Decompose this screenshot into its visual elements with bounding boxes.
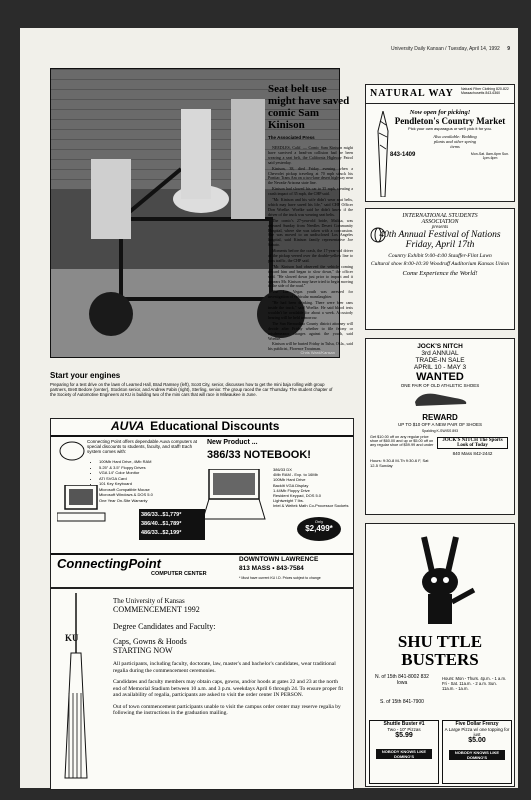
story-paragraph: Moments before the crash, the 17-year-old driver of the pickup veered over the double-yellow line to pass traffic, the CHP said. bbox=[268, 248, 353, 263]
jock-brands: Spalding K-SWISS 893 bbox=[421, 429, 459, 433]
jocks-nitch-ad bbox=[365, 338, 515, 515]
pendleton-hours: Mon-Sat. 8am-6pm Sun. 1pm-6pm bbox=[470, 152, 510, 160]
jock-title: JOCK'S NITCH bbox=[417, 343, 463, 350]
auva-logo: AUVA bbox=[111, 419, 145, 433]
pendleton-sub: Pick your own asparagus or we'll pick it for you. bbox=[408, 126, 492, 131]
jock-logo: JOCK'S NITCH The Sports Look of Today bbox=[437, 437, 508, 449]
story-paragraph: The Las Vegas youth was arrested for investigation of vehicular manslaughter. bbox=[268, 289, 353, 300]
jock-wanted: WANTED bbox=[416, 371, 464, 383]
edu-feature: • VGA 14" Color Monitor bbox=[99, 470, 209, 476]
connecting-point-address: 813 MASS • 843-7584 bbox=[239, 565, 304, 572]
jock-old-shoes: ONE PAIR OF OLD ATHLETIC SHOES bbox=[400, 383, 480, 388]
price-486-33: 486/33...$2,199* bbox=[141, 530, 182, 536]
coupon-1-price: $5.99 bbox=[395, 732, 413, 739]
notebook-feature: 4Mb RAM - Exp. to 16Mb bbox=[273, 472, 318, 478]
story-paragraph: Kinison, 38, died Friday evening when a Chevrolet pickup traveling at 70 mph struck his Pontiac Trans Am on a two-lane desert highway near the Nevada-Arizona state line. bbox=[268, 165, 353, 186]
edu-feature: • 5.25" & 3.5" Floppy Drives bbox=[99, 465, 209, 471]
edu-feature: • ATI SVGA Card bbox=[99, 476, 209, 482]
isa-presents: presents bbox=[431, 225, 449, 230]
price-386-40: 386/40...$1,789* bbox=[141, 521, 182, 527]
story-paragraph: "He had been drinking. There were beer cans inside the truck," said Woelke. He said blood tests wouldn't be available for about a week. A custody hearing will be held tomorrow. bbox=[268, 300, 353, 320]
grad-university: The University of Kansas bbox=[113, 597, 185, 605]
notebook-feature: Backlit VGA Display bbox=[273, 482, 309, 488]
pendleton-name: Pendleton's Country Market bbox=[394, 116, 506, 126]
notebook-computer-icon bbox=[203, 469, 269, 523]
pendleton-phone: 843-1409 bbox=[390, 152, 416, 158]
jock-reward: REWARD bbox=[422, 413, 458, 422]
coupon-shuttle-buster[interactable] bbox=[369, 720, 439, 784]
shuttle-busters-ad bbox=[365, 523, 515, 787]
globe-icon bbox=[370, 227, 386, 243]
edu-feature-list bbox=[93, 459, 209, 503]
athletic-shoe-icon bbox=[410, 388, 470, 408]
mouse-icon bbox=[57, 439, 87, 461]
desktop-price-list bbox=[139, 509, 205, 540]
svg-text:KU: KU bbox=[65, 633, 79, 643]
story-paragraph: The San Bernardino County district attorney will decide after Friday whether to file felony or misdemeanor charges against the youth, said Woelke. bbox=[268, 320, 353, 341]
coupon-2-price: $5.00 bbox=[468, 737, 486, 744]
notebook-title: 386/33 NOTEBOOK! bbox=[207, 449, 311, 461]
isa-org-name: INTERNATIONAL STUDENTS ASSOCIATION bbox=[402, 213, 478, 225]
pendleton-also: Also available: Bedding plants and other spring items bbox=[433, 134, 477, 149]
noid-mascot-icon bbox=[404, 532, 484, 637]
notebook-feature: Resident Keypad, DOS 5.0 bbox=[273, 493, 322, 499]
pendleton-open-text: Now open for picking! bbox=[409, 109, 471, 116]
edu-intro: Connecting Point offers dependable Auva computers at special discounts to students, faculty, and staff! Each system comes with: bbox=[87, 439, 197, 454]
grad-paragraph-1: All participants, including faculty, doctorate, law, master's and bachelor's candidates, wear traditional regalia during the commencement ceremonies. bbox=[113, 661, 336, 674]
jock-sale: TRADE-IN SALE bbox=[415, 357, 465, 364]
edu-feature: • 101 Key Keyboard bbox=[99, 481, 209, 487]
grad-caps-gowns: Caps, Gowns & Hoods bbox=[113, 637, 187, 646]
story-paragraph: "Mr. Kinison and his wife didn't wear seat belts, which may have saved his life," said CHP Officer Don Woelke. Woelke said he didn't know if the driver of the truck was wearing seat belts. bbox=[268, 197, 353, 217]
busters-title: BUSTERS bbox=[401, 650, 479, 669]
edu-feature: • Microsoft Windows & DOS 5.0 bbox=[99, 492, 209, 498]
natural-way-brand: NATURAL WAY bbox=[370, 88, 454, 99]
festival-show: Cultural show 8:00-10:30 Woodruff Auditorium Kansas Union bbox=[370, 261, 510, 267]
notebook-price: $2,499* bbox=[305, 524, 333, 533]
festival-title: 40th Annual Festival of Nations Friday, April 17th bbox=[379, 230, 501, 250]
photo-caption-title: Start your engines bbox=[50, 371, 121, 380]
edu-header bbox=[111, 419, 351, 433]
story-paragraph: NEEDLES, Calif. — Comic Sam Kinison might have survived a head-on collision had he been wearing a seat belt, the California Highway Patrol said yesterday. bbox=[268, 145, 353, 165]
tassel-icon bbox=[61, 593, 91, 783]
computer-center-label: COMPUTER CENTER bbox=[151, 571, 207, 577]
dominos-logo: NOBODY KNOWS LIKE DOMINO'S bbox=[449, 750, 505, 760]
coupon-five-dollar-frenzy[interactable] bbox=[442, 720, 512, 784]
story-byline: The Associated Press bbox=[268, 135, 315, 140]
dominos-logo: NOBODY KNOWS LIKE DOMINO'S bbox=[376, 749, 432, 759]
festival-of-nations-ad bbox=[365, 208, 515, 330]
shuttle-hours: Hours: Mon - Thurs. 4p.m. - 1 a.m. Fri - Sat. 11a.m. - 2 a.m. Sun. 11a.m. - 1a.m. bbox=[442, 676, 507, 691]
educational-discounts-ad bbox=[50, 418, 354, 588]
natural-way-address: Natural Fiber Clothing 820-822 Massachusetts 843-6360 bbox=[461, 87, 509, 95]
festival-exhibit: Country Exhibit 9:00-4:00 Stauffer-Flint Lawn bbox=[388, 253, 492, 259]
page-header bbox=[350, 46, 510, 52]
story-paragraph: Kinison had slowed his car to 35 mph, creating a crash impact of 35 mph, the CHP said. bbox=[268, 186, 353, 197]
grad-commencement: COMMENCEMENT 1992 bbox=[113, 605, 200, 614]
coupon-2-subtitle: A Large Pizza w/ one topping for just bbox=[444, 727, 510, 737]
story-paragraph: Kinison will be buried Friday in Tulsa, Okla., said his publicist, Florence Troutman. bbox=[268, 341, 353, 352]
downtown-label: DOWNTOWN LAWRENCE bbox=[239, 556, 319, 563]
coupon-1-subtitle: Two - 10" Pizzas bbox=[387, 727, 421, 732]
jock-offer: UP TO $10 OFF A NEW PAIR OF SHOES bbox=[398, 422, 482, 427]
natural-way-ad bbox=[365, 84, 515, 202]
festival-tagline: Come Experience the World! bbox=[402, 270, 478, 277]
edu-title: Educational Discounts bbox=[150, 419, 280, 433]
shuttle-title: SHU TTLE bbox=[397, 632, 483, 651]
edu-feature: • One Year On-Site Warranty bbox=[99, 498, 209, 504]
notebook-price-badge bbox=[297, 517, 341, 541]
grad-audience: Degree Candidates and Faculty: bbox=[113, 622, 216, 631]
page-header-text: University Daily Kansan / Tuesday, April 14, 1992 bbox=[390, 46, 500, 52]
edu-feature: • 100Mb Hard Drive, 4Mb RAM bbox=[99, 459, 209, 465]
notebook-feature: Lightweight 7 lbs. bbox=[273, 498, 304, 504]
commencement-ad bbox=[50, 588, 354, 790]
story-body bbox=[268, 146, 353, 353]
desktop-computer-icon bbox=[57, 485, 107, 525]
jock-dates: APRIL 10 - MAY 3 bbox=[413, 364, 467, 371]
shuttle-location-south: S. of 15th 841-7900 bbox=[380, 699, 424, 705]
grad-starting-now: STARTING NOW bbox=[113, 646, 173, 655]
story-headline: Seat belt use might have saved comic Sam Kinison bbox=[268, 83, 350, 131]
edu-fine-print: * Must have current KU I.D. Prices subject to change bbox=[239, 576, 321, 580]
new-product-label: New Product ... bbox=[207, 439, 258, 446]
coupon-2-title: Five Dollar Frenzy bbox=[455, 721, 499, 727]
grad-paragraph-2: Candidates and faculty members may obtain caps, gowns, and/or hoods at gates 22 and 23 at the north end of Memorial Stadium between 10 a.m. and 3 p.m. weekdays April 6 through 24. To ensure proper fit and availability of regalia, participants are asked to visit the order center IN PERSON. bbox=[113, 679, 344, 698]
notebook-feature-list bbox=[273, 467, 351, 509]
edu-feature: • Microsoft Compatible Mouse bbox=[99, 487, 209, 493]
page-number: 9 bbox=[507, 46, 510, 52]
jock-details: Get $10.00 off on any regular price shoe of $60.00 and up or $5.00 off on any regular shoe of $59.99 and under bbox=[370, 435, 434, 447]
price-386-33: 386/33...$1,779* bbox=[141, 512, 182, 518]
shuttle-location-north: N. of 15th 841-8002 832 Iowa bbox=[375, 674, 429, 686]
jock-annual: 3rd ANNUAL bbox=[421, 350, 459, 357]
grad-paragraph-3: Out of town commencement participants unable to visit the campus order center may reserve regalia by following the instructions in the graduation mailing. bbox=[113, 703, 341, 716]
jock-address: 840 Mass 842-2442 bbox=[452, 451, 493, 456]
only-label: Only bbox=[314, 519, 324, 524]
asparagus-icon bbox=[372, 111, 394, 197]
notebook-feature: 386/33 DX bbox=[273, 467, 292, 472]
photo-credit: Chris Ward/Kansan bbox=[300, 350, 335, 355]
jock-hours: Hours: 9:30-8 M-Th 9:30-6 F, Sat 12-5 Sunday bbox=[370, 458, 429, 468]
natural-way-banner bbox=[366, 85, 514, 104]
notebook-feature: Intel & Weitek Math Co-Processor Sockets bbox=[273, 503, 349, 509]
notebook-feature: 100Mb Hard Drive bbox=[273, 477, 306, 483]
connecting-point-logo: ConnectingPoint bbox=[57, 556, 161, 571]
story-paragraph: "Mr. Kinison had observed the vehicle coming toward him and began to slow down," the officer said. "He slowed down just prior to impact and it appears Mr. Kinison may have tried to begin moving to the side of the road." bbox=[268, 263, 353, 289]
coupon-1-title: Shuttle Buster #1 bbox=[383, 721, 425, 727]
photo-caption: Preparing for a test drive on the lawn of Learned Hall, Brad Ramsey (left), Scott City, senior, discusses how to get the mini baja rolling with group partners, Brett Bedore (center), Stockton senior, and Andrew Fabin (right), Sterling, senior. The group raced the car Thursday. The student chapter of the Society of Automotive Engineers at KU is building two of the mini cars that will race in Milwaukee in June. bbox=[50, 382, 333, 398]
story-paragraph: The comic's 27-year-old bride, Malika, was released Sunday from Needles Desert Community Hospital, where she was taken with a concussion. She was moved to an undisclosed Los Angeles hospital, said Kinison family representative Joe Sabato. bbox=[268, 217, 353, 248]
notebook-feature: 1.44Mb Floppy Drive bbox=[273, 487, 310, 493]
newspaper-page bbox=[20, 28, 518, 788]
